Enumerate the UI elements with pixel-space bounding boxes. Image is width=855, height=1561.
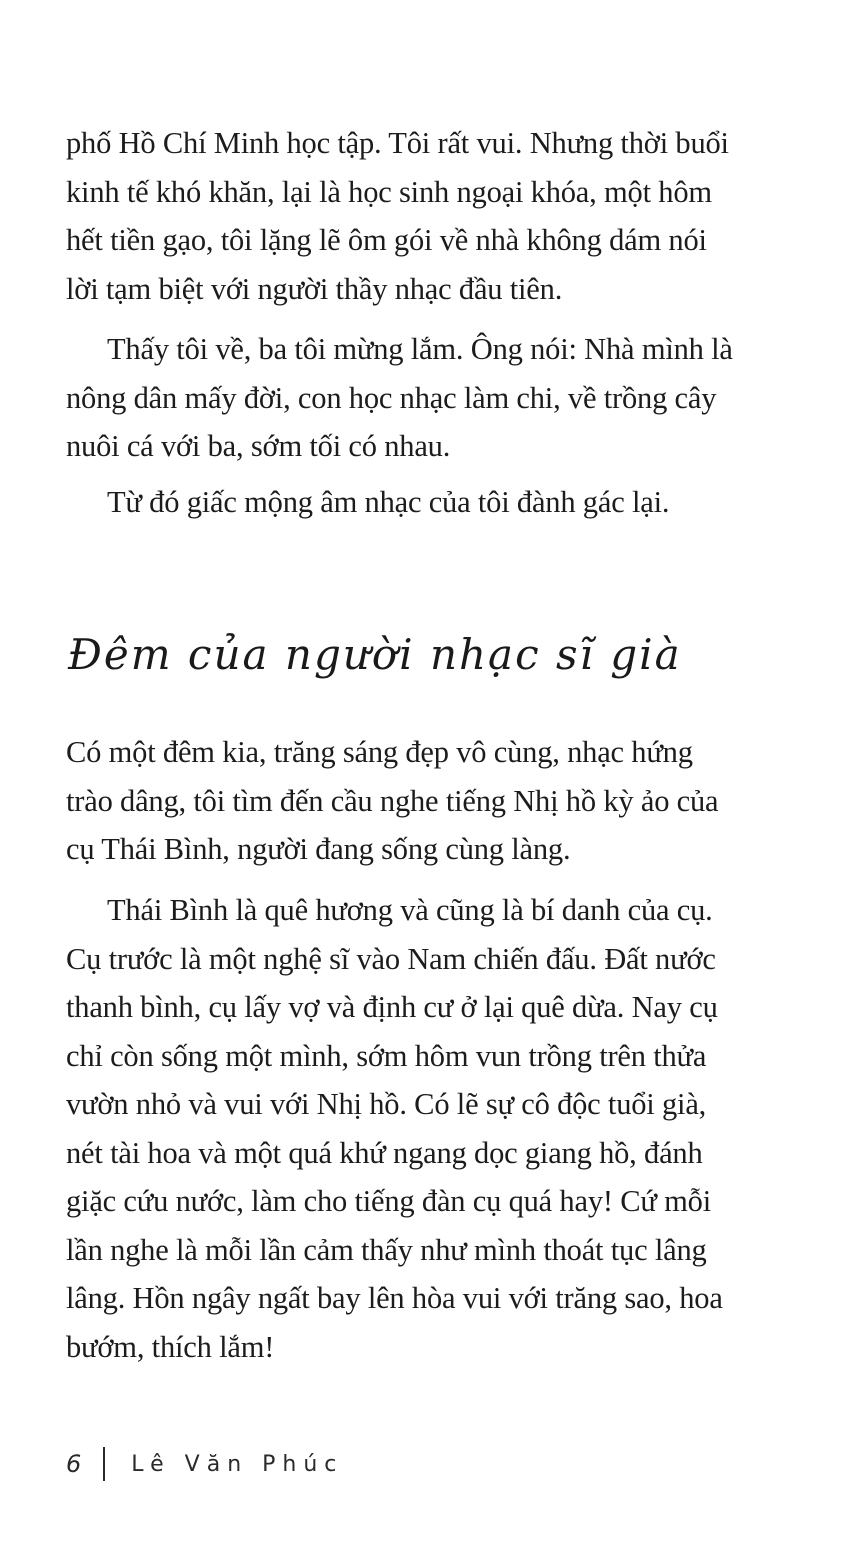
paragraph-continued <box>66 119 806 313</box>
paragraph-text: phố Hồ Chí Minh học tập. Tôi rất vui. Nhưng thời buổi kinh tế khó khăn, lại là học sinh ngoại khóa, một hôm hết tiền gạo, tôi lặng lẽ ôm gói về nhà không dám nói lời tạm biệt với người thầy nhạc đầu tiên. <box>66 126 729 306</box>
section-paragraph <box>66 886 806 1371</box>
paragraph-text: Thái Bình là quê hương và cũng là bí danh của cụ. Cụ trước là một nghệ sĩ vào Nam chiến đấu. Đất nước thanh bình, cụ lấy vợ và định cư ở lại quê dừa. Nay cụ chỉ còn sống một mình, sớm hôm vun trồng trên thửa vườn nhỏ và vui với Nhị hồ. Có lẽ sự cô độc tuổi già, nét tài hoa và một quá khứ ngang dọc giang hồ, đánh giặc cứu nước, làm cho tiếng đàn cụ quá hay! Cứ mỗi lần nghe là mỗi lần cảm thấy như mình thoát tục lâng lâng. Hồn ngây ngất bay lên hòa vui với trăng sao, hoa bướm, thích lắm! <box>66 893 723 1364</box>
page-number: 6 <box>66 1450 82 1478</box>
author-name: Lê Văn Phúc <box>131 1451 344 1477</box>
page-footer <box>66 1446 343 1482</box>
footer-divider <box>103 1447 105 1481</box>
section-title: Đêm của người nhạc sĩ già <box>68 630 682 679</box>
section-paragraph <box>66 728 806 874</box>
paragraph-text: Thấy tôi về, ba tôi mừng lắm. Ông nói: Nhà mình là nông dân mấy đời, con học nhạc làm chi, về trồng cây nuôi cá với ba, sớm tối có nhau. <box>66 332 733 463</box>
paragraph <box>66 478 806 527</box>
paragraph-text: Từ đó giấc mộng âm nhạc của tôi đành gác lại. <box>107 485 670 519</box>
paragraph-text: Có một đêm kia, trăng sáng đẹp vô cùng, nhạc hứng trào dâng, tôi tìm đến cầu nghe tiếng Nhị hồ kỳ ảo của cụ Thái Bình, người đang sống cùng làng. <box>66 735 719 866</box>
paragraph <box>66 325 806 471</box>
